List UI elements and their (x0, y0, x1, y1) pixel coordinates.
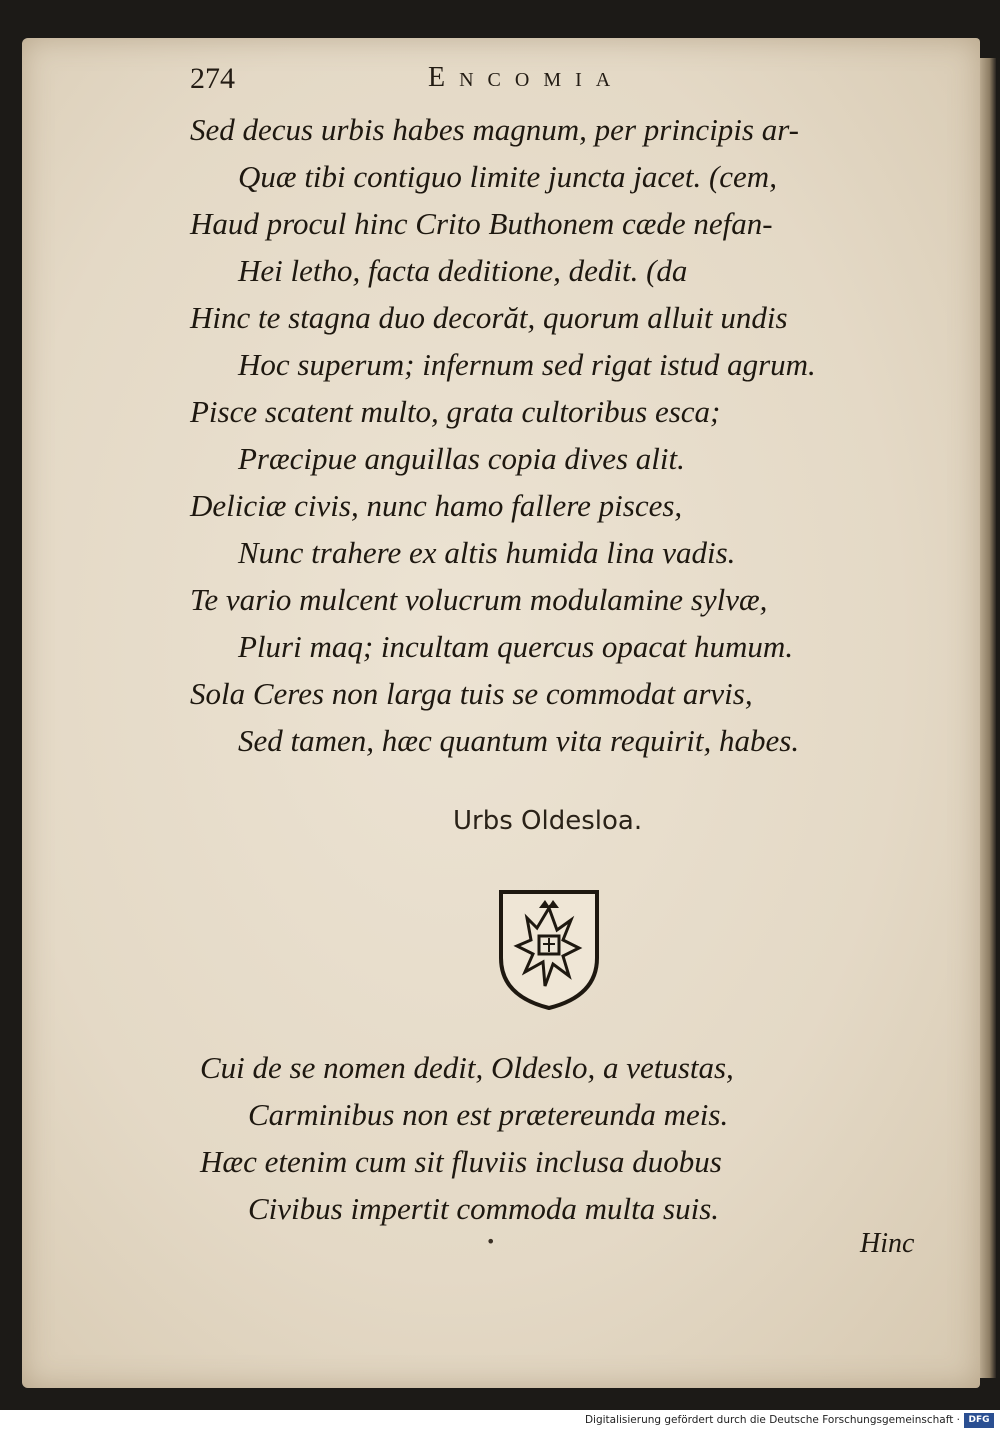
verse-line: Civibus impertit commoda multa suis. (248, 1191, 720, 1226)
coat-of-arms-icon (497, 888, 601, 1012)
verse-line: Carminibus non est prætereunda meis. (248, 1097, 729, 1132)
verse-line: Hoc superum; infernum sed rigat istud agrum. (238, 347, 816, 382)
verse-line: Pluri maq; incultam quercus opacat humum. (238, 629, 794, 664)
section-title: Urbs Oldesloa. (453, 806, 643, 836)
verse-line: Cui de se nomen dedit, Oldeslo, a vetustas, (200, 1050, 734, 1085)
verse-line: Nunc trahere ex altis humida lina vadis. (238, 535, 736, 570)
footer (0, 1410, 1000, 1434)
verse-line: Haud procul hinc Crito Buthonem cæde nefan- (190, 206, 773, 241)
verse-line: Quæ tibi contiguo limite juncta jacet. (cem, (238, 159, 777, 194)
verse-line: Hinc te stagna duo decorăt, quorum alluit undis (190, 300, 788, 335)
verse-line: Sed decus urbis habes magnum, per principis ar- (190, 112, 799, 147)
page-number: 274 (190, 62, 235, 95)
running-head: Encomia (428, 62, 625, 93)
verse-line: Hei letho, facta deditione, dedit. (da (238, 253, 688, 288)
verse-line: Præcipue anguillas copia dives alit. (238, 441, 685, 476)
verse-line: Hæc etenim cum sit fluviis inclusa duobus (200, 1144, 722, 1179)
footer-credit: Digitalisierung gefördert durch die Deutsche Forschungsgemeinschaft · (584, 1414, 960, 1426)
signature-mark: • (486, 1232, 496, 1251)
verse-line: Pisce scatent multo, grata cultoribus esca; (190, 394, 721, 429)
catchword: Hinc (860, 1228, 915, 1259)
verse-line: Te vario mulcent volucrum modulamine sylvæ, (190, 582, 768, 617)
verse-line: Sola Ceres non larga tuis se commodat arvis, (190, 676, 753, 711)
verse-line: Sed tamen, hæc quantum vita requirit, habes. (238, 723, 800, 758)
page-edge (980, 58, 996, 1378)
page-header (190, 62, 710, 102)
dfg-logo-icon: DFG (964, 1413, 994, 1428)
verse-line: Deliciæ civis, nunc hamo fallere pisces, (190, 488, 683, 523)
